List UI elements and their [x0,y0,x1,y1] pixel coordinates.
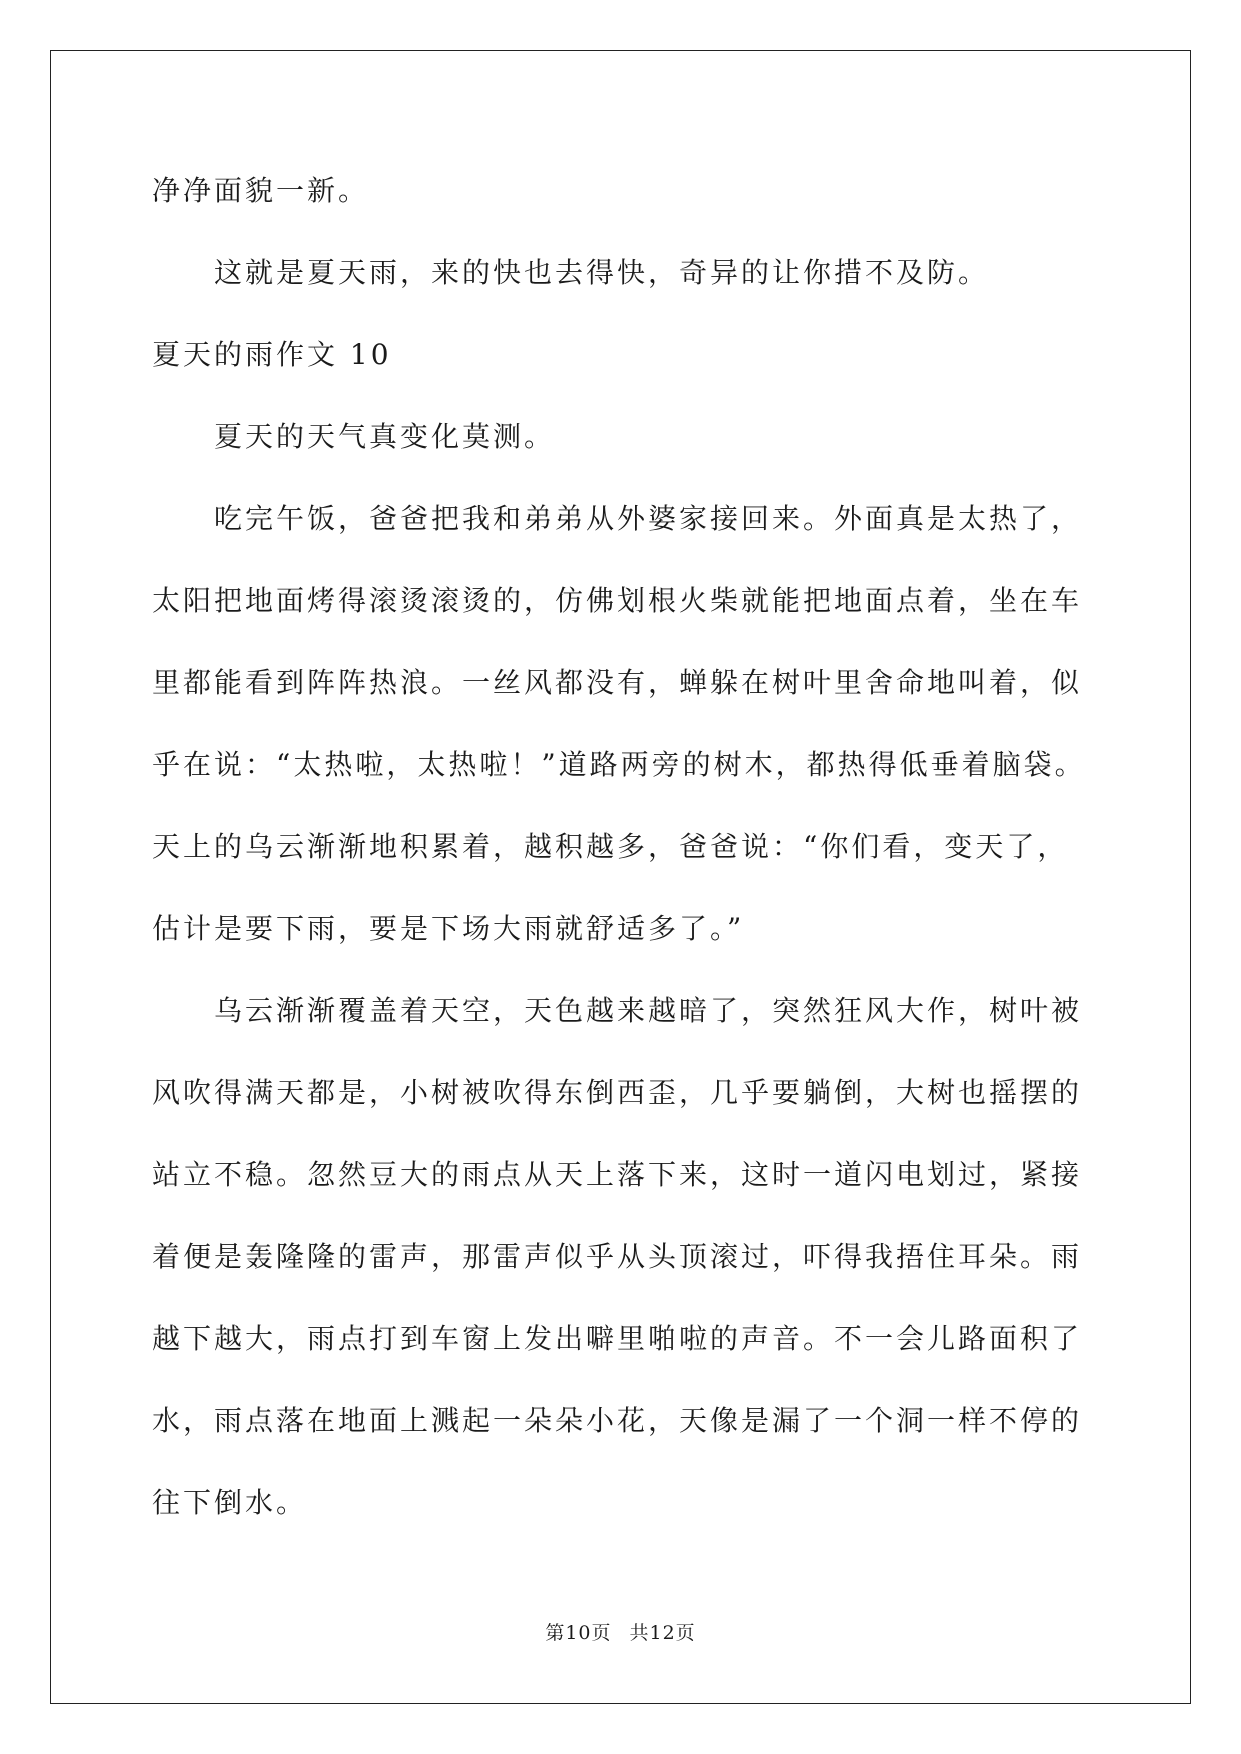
text-line-6: 太阳把地面烤得滚烫滚烫的，仿佛划根火柴就能把地面点着，坐在车 [152,584,1083,617]
text-line-8: 乎在说：“太热啦，太热啦！”道路两旁的树木，都热得低垂着脑袋。 [152,748,1086,781]
text-line-17: 往下倒水。 [152,1486,308,1519]
text-line-14: 着便是轰隆隆的雷声，那雷声似乎从头顶滚过，吓得我捂住耳朵。雨 [152,1240,1083,1273]
text-line-13: 站立不稳。忽然豆大的雨点从天上落下来，这时一道闪电划过，紧接 [152,1158,1083,1191]
section-heading: 夏天的雨作文 10 [152,338,392,371]
text-line-2: 这就是夏天雨，来的快也去得快，奇异的让你措不及防。 [214,256,990,289]
text-line-1: 净净面貌一新。 [152,174,370,207]
text-line-15: 越下越大，雨点打到车窗上发出噼里啪啦的声音。不一会儿路面积了 [152,1322,1083,1355]
page-number-total: 共12页 [629,1622,696,1644]
text-line-9: 天上的乌云渐渐地积累着，越积越多，爸爸说：“你们看，变天了， [152,830,1069,863]
page-number-current: 第10页 [545,1622,612,1644]
text-line-16: 水，雨点落在地面上溅起一朵朵小花，天像是漏了一个洞一样不停的 [152,1404,1083,1437]
text-line-10: 估计是要下雨，要是下场大雨就舒适多了。” [152,912,745,945]
document-body [152,160,1132,1554]
text-line-7: 里都能看到阵阵热浪。一丝风都没有，蝉躲在树叶里舍命地叫着，似 [152,666,1083,699]
text-line-11: 乌云渐渐覆盖着天空，天色越来越暗了，突然狂风大作，树叶被 [214,994,1083,1027]
text-line-4: 夏天的天气真变化莫测。 [214,420,556,453]
page-footer [0,1618,1241,1645]
text-line-5: 吃完午饭，爸爸把我和弟弟从外婆家接回来。外面真是太热了， [214,502,1083,535]
text-line-12: 风吹得满天都是，小树被吹得东倒西歪，几乎要躺倒，大树也摇摆的 [152,1076,1083,1109]
